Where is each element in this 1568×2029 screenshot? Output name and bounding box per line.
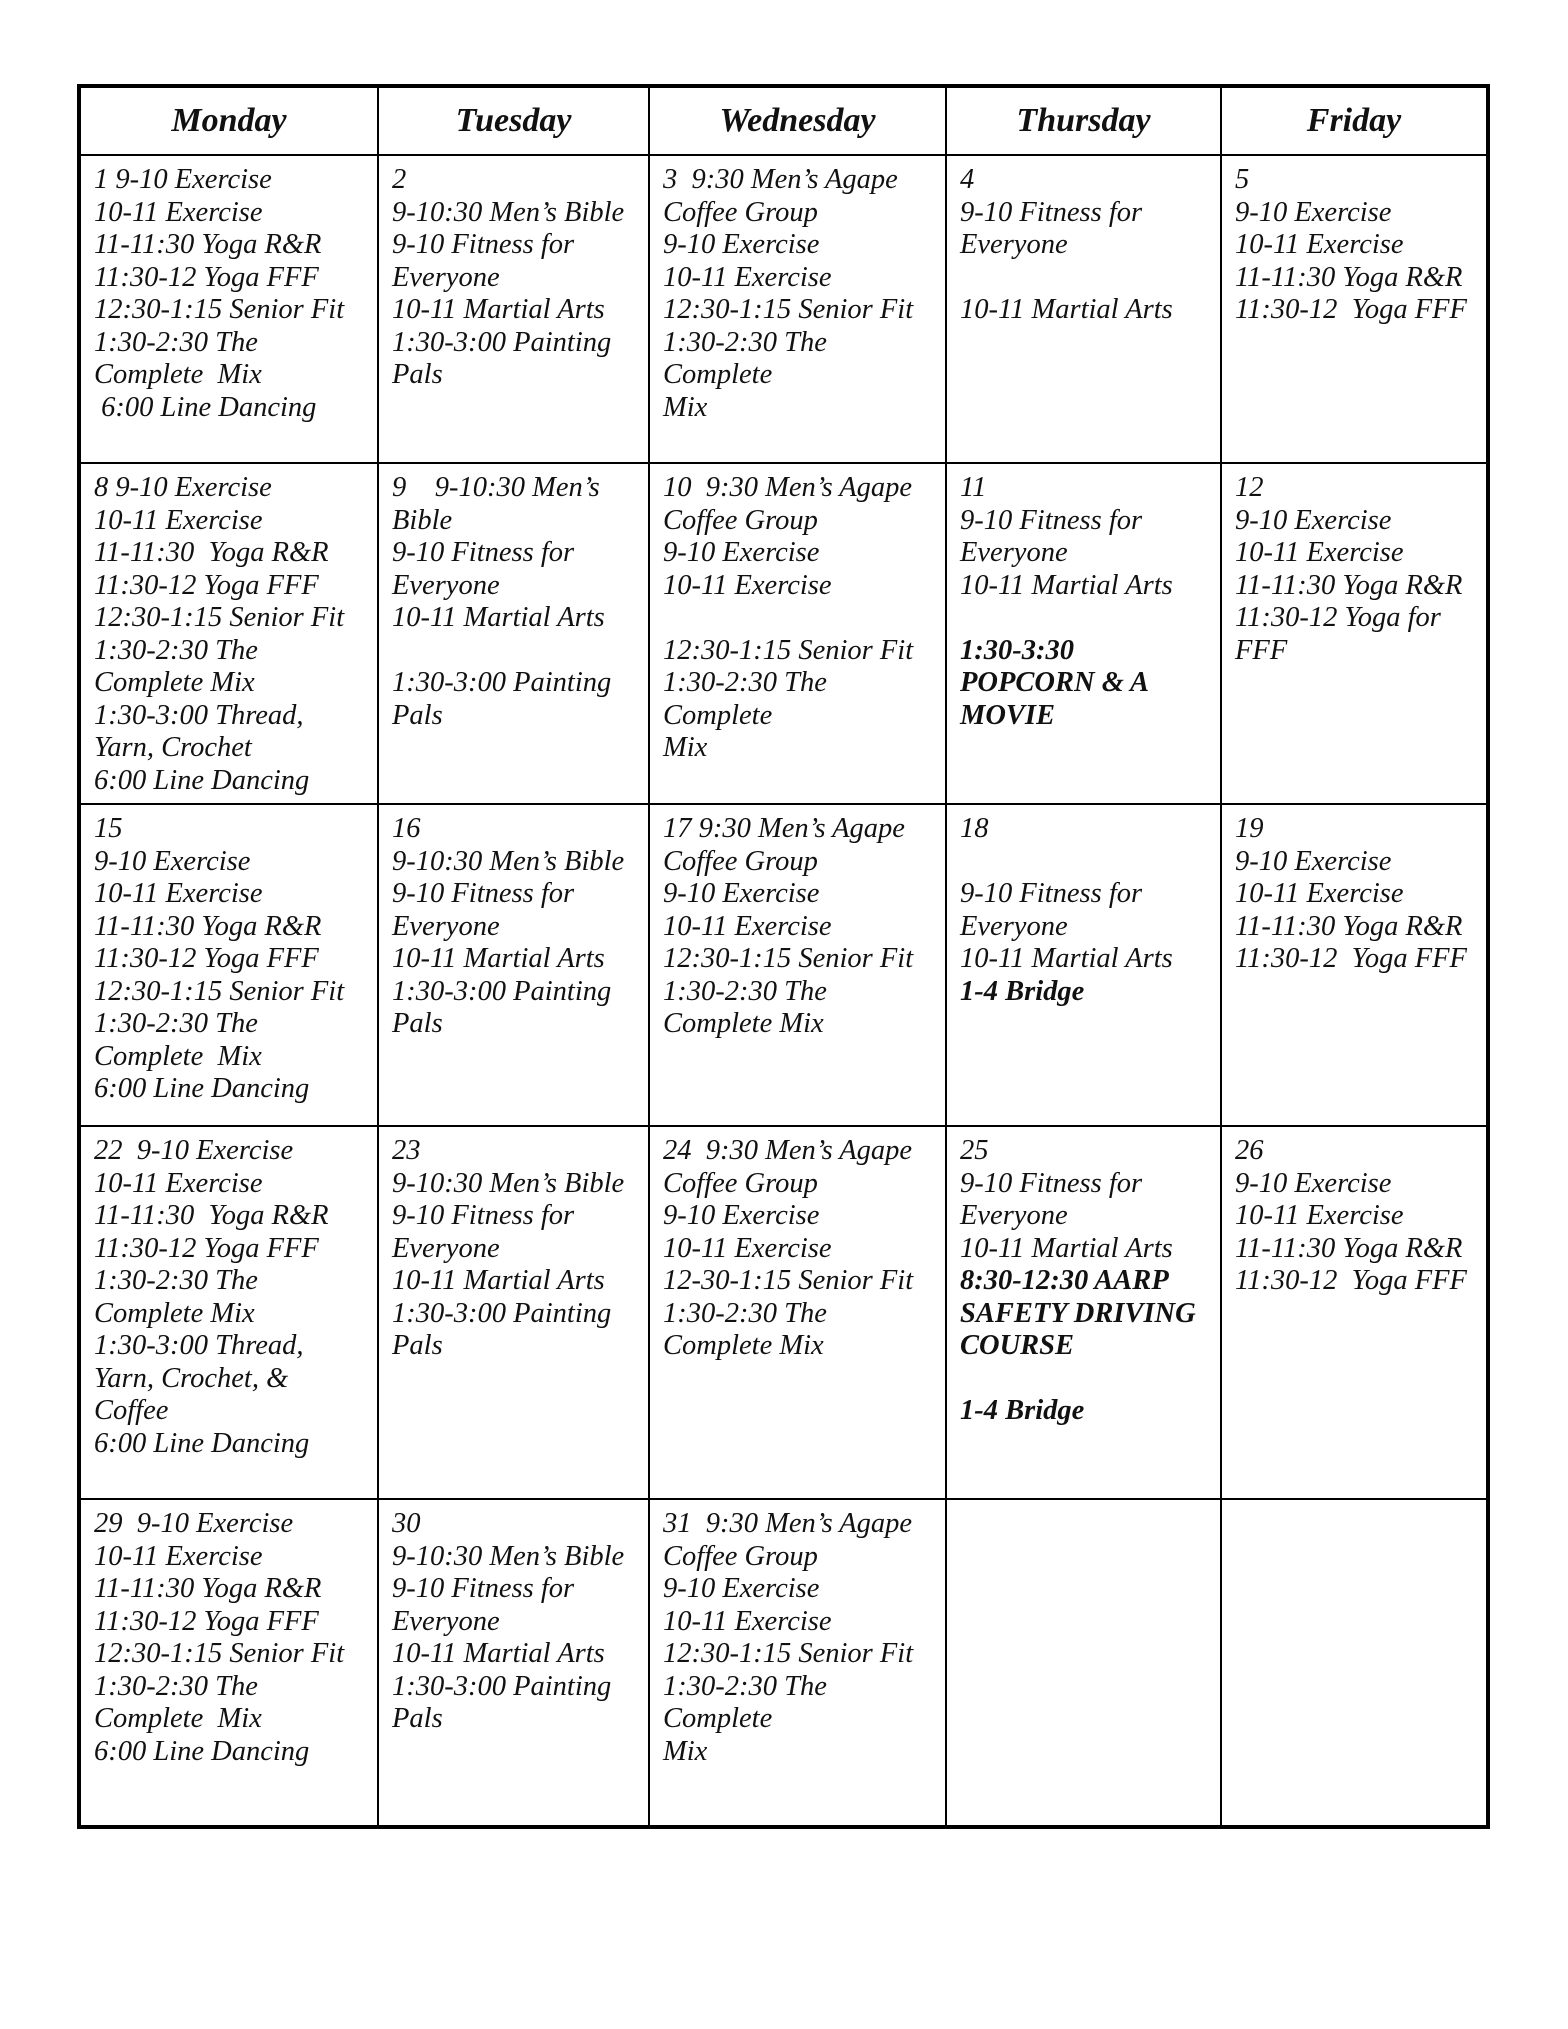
event-line: 8:30-12:30 AARP xyxy=(960,1265,1169,1296)
event-line: 9-10 Fitness for xyxy=(960,878,1143,909)
event-line: 1:30-2:30 The xyxy=(94,326,258,358)
event-line: 4 xyxy=(960,164,975,195)
event-line: 19 xyxy=(1235,813,1264,844)
event-line: 1:30-2:30 The xyxy=(663,667,827,698)
event-line: 11-11:30 Yoga R&R xyxy=(1235,569,1463,601)
event-line: 9-10 Fitness for xyxy=(960,504,1143,536)
event-line: 9-10:30 Men’s Bible xyxy=(392,845,625,877)
event-line: 10-11 Exercise xyxy=(1235,1200,1404,1231)
day-cell-week2-tuesday xyxy=(379,464,650,805)
event-line: 9-10:30 Men’s Bible xyxy=(392,1167,625,1199)
event-line: 10-11 Exercise xyxy=(663,261,832,293)
day-cell-week2-friday xyxy=(1222,464,1486,805)
event-line: Coffee Group xyxy=(663,1167,818,1199)
event-line: 1-4 Bridge xyxy=(960,975,1085,1007)
event-line: Coffee Group xyxy=(663,196,818,228)
event-line: 10-11 Exercise xyxy=(663,1605,832,1637)
event-line: 12:30-1:15 Senior Fit xyxy=(663,294,914,325)
event-line: 12:30-1:15 Senior Fit xyxy=(94,294,345,325)
event-line: 11:30-12 Yoga FFF xyxy=(94,569,319,601)
event-line: 9-10:30 Men’s Bible xyxy=(392,196,625,228)
event-line: 1:30-2:30 The xyxy=(94,634,258,666)
event-line: 9-10:30 Men’s Bible xyxy=(392,1540,625,1572)
event-line xyxy=(960,846,1214,879)
event-line: 9-10 Fitness for xyxy=(392,1200,575,1231)
day-cell-week2-wednesday xyxy=(650,464,947,805)
day-header-tuesday: Tuesday xyxy=(379,88,650,156)
event-line: 1:30-2:30 The xyxy=(663,975,827,1007)
event-line: 11-11:30 Yoga R&R xyxy=(94,537,329,568)
event-line: 10-11 Exercise xyxy=(663,569,832,601)
event-line: Coffee Group xyxy=(663,845,818,877)
event-line: Coffee Group xyxy=(663,504,818,536)
event-line: 9-10 Exercise xyxy=(1235,196,1392,228)
event-line: Pals xyxy=(392,1330,443,1361)
event-line: 9-10 Exercise xyxy=(663,878,820,909)
event-line: 12:30-1:15 Senior Fit xyxy=(663,634,914,666)
event-line: 11 xyxy=(960,472,987,503)
event-line: 6:00 Line Dancing xyxy=(94,1427,310,1459)
event-line: 10-11 Martial Arts xyxy=(960,569,1173,601)
event-line: Complete xyxy=(663,359,773,390)
event-line: 8 9-10 Exercise xyxy=(94,472,272,503)
event-line: 9-10 Fitness for xyxy=(960,1167,1143,1199)
event-line: Coffee Group xyxy=(663,1540,818,1572)
event-line: 3 9:30 Men’s Agape xyxy=(663,164,898,195)
event-line: Everyone xyxy=(960,537,1068,568)
event-line: 10-11 Exercise xyxy=(94,504,263,536)
event-line: 11:30-12 Yoga for xyxy=(1235,602,1441,633)
event-line: 9-10 Fitness for xyxy=(960,196,1143,228)
event-line: 11:30-12 Yoga FFF xyxy=(1235,1265,1467,1296)
event-line: 10-11 Martial Arts xyxy=(392,943,605,974)
day-header-friday: Friday xyxy=(1222,88,1486,156)
event-line: 11:30-12 Yoga FFF xyxy=(1235,294,1467,325)
day-cell-week1-friday xyxy=(1222,156,1486,464)
event-line: 9-10 Exercise xyxy=(663,1200,820,1231)
event-line: Everyone xyxy=(392,910,500,942)
event-line: Mix xyxy=(663,391,708,423)
event-line: 10-11 Exercise xyxy=(1235,537,1404,568)
day-cell-week3-tuesday xyxy=(379,805,650,1127)
event-line: 11:30-12 Yoga FFF xyxy=(1235,943,1467,974)
event-line: 12:30-1:15 Senior Fit xyxy=(94,975,345,1007)
event-line: 1:30-2:30 The xyxy=(94,1265,258,1296)
event-line: 1:30-3:00 Painting xyxy=(392,975,612,1007)
event-line: Complete Mix xyxy=(94,667,255,698)
event-line: Everyone xyxy=(960,229,1068,260)
event-line xyxy=(663,602,939,635)
event-line: 2 xyxy=(392,164,407,195)
day-header-thursday: Thursday xyxy=(947,88,1222,156)
event-line: 1:30-3:00 Painting xyxy=(392,326,612,358)
event-line: Bible xyxy=(392,504,453,536)
event-line: 11-11:30 Yoga R&R xyxy=(1235,261,1463,293)
event-line: 9-10 Exercise xyxy=(94,845,251,877)
event-line: MOVIE xyxy=(960,699,1056,731)
event-line: 9 9-10:30 Men’s xyxy=(392,472,600,503)
event-line: 9-10 Fitness for xyxy=(392,229,575,260)
event-line: 11-11:30 Yoga R&R xyxy=(94,910,322,942)
event-line: 10-11 Exercise xyxy=(94,1540,263,1572)
event-line: Everyone xyxy=(392,1605,500,1637)
day-cell-week1-monday xyxy=(81,156,379,464)
event-line: 23 xyxy=(392,1135,421,1166)
event-line: 9-10 Exercise xyxy=(663,229,820,260)
day-cell-week1-wednesday xyxy=(650,156,947,464)
event-line: 1-4 Bridge xyxy=(960,1395,1085,1426)
event-line: 1:30-2:30 The xyxy=(663,326,827,358)
event-line: 12-30-1:15 Senior Fit xyxy=(663,1265,914,1296)
event-line: 17 9:30 Men’s Agape xyxy=(663,813,905,844)
day-cell-week3-wednesday xyxy=(650,805,947,1127)
event-line: 11-11:30 Yoga R&R xyxy=(94,1200,329,1231)
event-line: Everyone xyxy=(392,1232,500,1264)
event-line: 31 9:30 Men’s Agape xyxy=(663,1508,913,1539)
event-line: 18 xyxy=(960,813,989,844)
event-line: Yarn, Crochet xyxy=(94,732,252,763)
event-line: 9-10 Exercise xyxy=(663,537,820,568)
event-line: 10-11 Exercise xyxy=(663,1232,832,1264)
event-line: Complete Mix xyxy=(663,1008,824,1039)
event-line: Everyone xyxy=(960,1200,1068,1231)
event-line: Complete Mix xyxy=(94,1297,255,1329)
day-header-wednesday: Wednesday xyxy=(650,88,947,156)
event-line: 11:30-12 Yoga FFF xyxy=(94,943,319,974)
event-line: COURSE xyxy=(960,1330,1075,1361)
event-line: 10-11 Martial Arts xyxy=(392,1265,605,1296)
event-line: 1:30-3:00 Painting xyxy=(392,1670,612,1702)
day-cell-week3-monday xyxy=(81,805,379,1127)
event-line: 6:00 Line Dancing xyxy=(94,764,310,796)
event-line: 10-11 Exercise xyxy=(663,910,832,942)
day-cell-week4-thursday xyxy=(947,1127,1222,1500)
event-line: 9-10 Fitness for xyxy=(392,1573,575,1604)
event-line: 29 9-10 Exercise xyxy=(94,1508,294,1539)
event-line: 11-11:30 Yoga R&R xyxy=(1235,910,1463,942)
event-line: 10-11 Martial Arts xyxy=(960,943,1173,974)
event-line: 10-11 Martial Arts xyxy=(960,294,1173,325)
event-line: 10-11 Martial Arts xyxy=(392,294,605,325)
event-line: Mix xyxy=(663,1735,708,1767)
event-line: 11:30-12 Yoga FFF xyxy=(94,1605,319,1637)
day-cell-week4-friday xyxy=(1222,1127,1486,1500)
event-line: 12:30-1:15 Senior Fit xyxy=(94,1638,345,1669)
monthly-calendar-grid xyxy=(77,84,1490,1829)
day-cell-week4-wednesday xyxy=(650,1127,947,1500)
event-line: 6:00 Line Dancing xyxy=(94,1735,310,1767)
event-line: Complete Mix xyxy=(94,1040,262,1072)
event-line: Pals xyxy=(392,1703,443,1734)
event-line: Complete Mix xyxy=(94,359,262,390)
event-line: 22 9-10 Exercise xyxy=(94,1135,294,1166)
event-line: 9-10 Fitness for xyxy=(392,878,575,909)
day-cell-week3-thursday xyxy=(947,805,1222,1127)
day-cell-week1-tuesday xyxy=(379,156,650,464)
event-line: Everyone xyxy=(960,910,1068,942)
day-cell-week3-friday xyxy=(1222,805,1486,1127)
day-cell-week2-monday xyxy=(81,464,379,805)
event-line: 30 xyxy=(392,1508,421,1539)
event-line: 9-10 Exercise xyxy=(1235,504,1392,536)
day-header-monday: Monday xyxy=(81,88,379,156)
day-cell-week5-monday xyxy=(81,1500,379,1825)
event-line: 25 xyxy=(960,1135,989,1166)
event-line: 10-11 Exercise xyxy=(94,878,263,909)
event-line: 10 9:30 Men’s Agape xyxy=(663,472,913,503)
event-line: 10-11 Martial Arts xyxy=(392,602,605,633)
event-line: Pals xyxy=(392,359,443,390)
event-line: Yarn, Crochet, & xyxy=(94,1362,289,1394)
day-cell-week4-tuesday xyxy=(379,1127,650,1500)
event-line: Complete xyxy=(663,1703,773,1734)
event-line: 10-11 Exercise xyxy=(1235,878,1404,909)
event-line: 6:00 Line Dancing xyxy=(94,1073,310,1104)
event-line: 11-11:30 Yoga R&R xyxy=(94,229,322,260)
event-line: POPCORN & A xyxy=(960,667,1149,698)
event-line: 12:30-1:15 Senior Fit xyxy=(663,1638,914,1669)
event-line: 11-11:30 Yoga R&R xyxy=(94,1573,322,1604)
event-line: 10-11 Exercise xyxy=(94,1167,263,1199)
day-cell-week1-thursday xyxy=(947,156,1222,464)
day-cell-week4-monday xyxy=(81,1127,379,1500)
event-line: 11-11:30 Yoga R&R xyxy=(1235,1232,1463,1264)
event-line: 1:30-3:00 Thread, xyxy=(94,1330,304,1361)
event-line xyxy=(960,1363,1214,1396)
event-line: FFF xyxy=(1235,634,1288,666)
event-line: 1:30-2:30 The xyxy=(663,1297,827,1329)
event-line: 11:30-12 Yoga FFF xyxy=(94,1232,319,1264)
event-line: 1:30-2:30 The xyxy=(663,1670,827,1702)
event-line: Complete Mix xyxy=(663,1330,824,1361)
event-line: 26 xyxy=(1235,1135,1264,1166)
event-line: 12:30-1:15 Senior Fit xyxy=(94,602,345,633)
event-line: 5 xyxy=(1235,164,1250,195)
event-line xyxy=(960,602,1214,635)
event-line: 16 xyxy=(392,813,421,844)
event-line: Pals xyxy=(392,699,443,731)
day-cell-week5-thursday xyxy=(947,1500,1222,1825)
event-line: 12:30-1:15 Senior Fit xyxy=(663,943,914,974)
event-line: Complete xyxy=(663,699,773,731)
day-cell-week5-friday xyxy=(1222,1500,1486,1825)
event-line: 9-10 Exercise xyxy=(1235,1167,1392,1199)
event-line: 10-11 Exercise xyxy=(1235,229,1404,260)
day-cell-week2-thursday xyxy=(947,464,1222,805)
event-line: Everyone xyxy=(392,261,500,293)
event-line: 1:30-3:30 xyxy=(960,634,1074,666)
event-line: Coffee xyxy=(94,1395,169,1426)
event-line xyxy=(960,262,1214,295)
event-line: 9-10 Fitness for xyxy=(392,537,575,568)
event-line: 1:30-2:30 The xyxy=(94,1008,258,1039)
event-line: 15 xyxy=(94,813,123,844)
event-line: 10-11 Martial Arts xyxy=(960,1232,1173,1264)
event-line: 10-11 Martial Arts xyxy=(392,1638,605,1669)
event-line: Mix xyxy=(663,732,708,763)
event-line: SAFETY DRIVING xyxy=(960,1297,1196,1329)
event-line: 24 9:30 Men’s Agape xyxy=(663,1135,913,1166)
event-line: 1:30-3:00 Painting xyxy=(392,667,612,698)
event-line: 10-11 Exercise xyxy=(94,196,263,228)
event-line: Pals xyxy=(392,1008,443,1039)
day-cell-week5-tuesday xyxy=(379,1500,650,1825)
event-line: 6:00 Line Dancing xyxy=(94,391,317,423)
day-cell-week5-wednesday xyxy=(650,1500,947,1825)
event-line: 1 9-10 Exercise xyxy=(94,164,272,195)
event-line: 1:30-2:30 The xyxy=(94,1670,258,1702)
event-line: 1:30-3:00 Thread, xyxy=(94,699,304,731)
event-line: Complete Mix xyxy=(94,1703,262,1734)
event-line xyxy=(392,635,642,668)
event-line: 9-10 Exercise xyxy=(663,1573,820,1604)
event-line: 11:30-12 Yoga FFF xyxy=(94,261,319,293)
event-line: 12 xyxy=(1235,472,1264,503)
event-line: 9-10 Exercise xyxy=(1235,845,1392,877)
event-line: 1:30-3:00 Painting xyxy=(392,1297,612,1329)
event-line: Everyone xyxy=(392,569,500,601)
